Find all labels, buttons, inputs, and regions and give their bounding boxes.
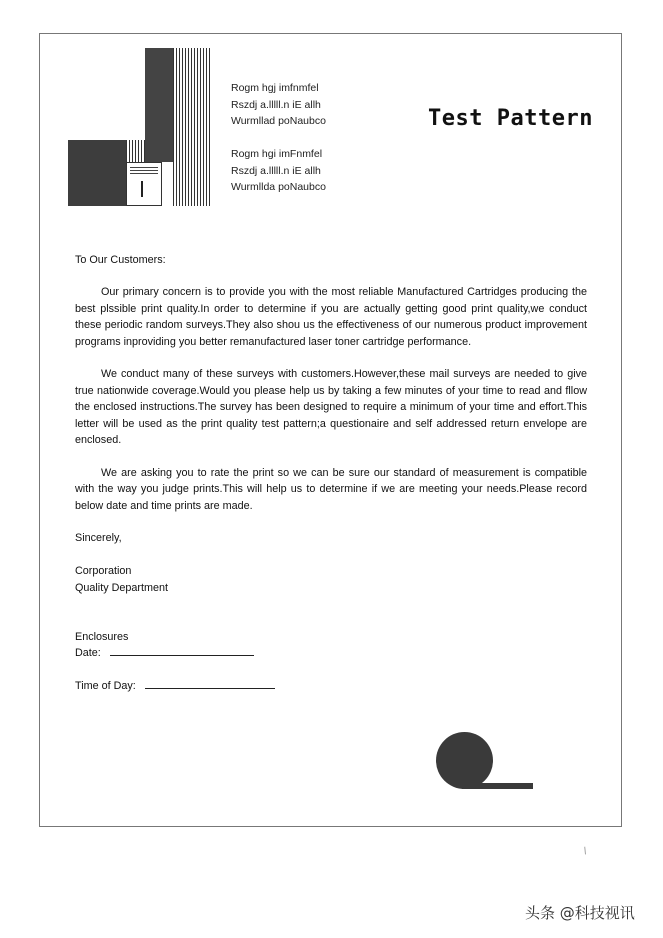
company-logo [68, 48, 211, 208]
signature-department: Quality Department [75, 581, 169, 594]
time-field [75, 678, 587, 694]
paragraph-3: We are asking you to rate the print so we can be sure our standard of measurement is compatible with the way you judge prints.This will help us to determine if we are meeting your needs.Please record below date and time prints are made. [75, 466, 587, 512]
page-title: Test Pattern [428, 106, 593, 131]
address-line: Wurmllad poNaubco [231, 115, 326, 127]
paragraph-2: We conduct many of these surveys with customers.However,these mail surveys are needed to give true nationwide coverage.Would you please help us by taking a few minutes of your time to read and fllow the enclosed instructions.The survey has been designed to require a minimum of your time and effort.This letter will be used as the print quality test pattern;a questionaire and self addressed return envelope are enclosed. [75, 368, 587, 447]
address-block-1 [231, 80, 326, 130]
letter-body [75, 252, 587, 694]
seal-circle-graphic [436, 732, 493, 789]
seal-bar-graphic [462, 783, 533, 789]
address-line: Wurmllda poNaubco [231, 181, 326, 193]
watermark: 头条 @科技视讯 [525, 904, 635, 922]
enclosures-label: Enclosures [75, 630, 129, 643]
corner-mark: / [582, 845, 589, 858]
date-label: Date: [75, 647, 101, 660]
address-line: Rszdj a.lllll.n iE allh [231, 98, 321, 111]
paragraph-1: Our primary concern is to provide you with the most reliable Manufactured Cartridges producing the best plssible print quality.In order to determine if you are actually getting good print quality,we conduct these periodic random surveys.They also shou us the effectiveness of our numerous product improvement programs inproviding you better remanufactured laser toner cartridge performance. [75, 286, 587, 348]
address-line: Rogm hgj imfnmfel [231, 82, 319, 94]
address-line: Rogm hgi imFnmfel [231, 148, 323, 160]
greeting: To Our Customers: [75, 254, 166, 266]
date-blank-line[interactable] [110, 645, 254, 656]
address-line: Rszdj a.lllll.n iE allh [231, 164, 321, 177]
address-block-2 [231, 146, 326, 196]
time-blank-line[interactable] [145, 678, 275, 689]
signature-corporation: Corporation [75, 565, 132, 578]
time-label: Time of Day: [75, 680, 136, 693]
closing: Sincerely, [75, 532, 122, 545]
date-field [75, 645, 587, 661]
